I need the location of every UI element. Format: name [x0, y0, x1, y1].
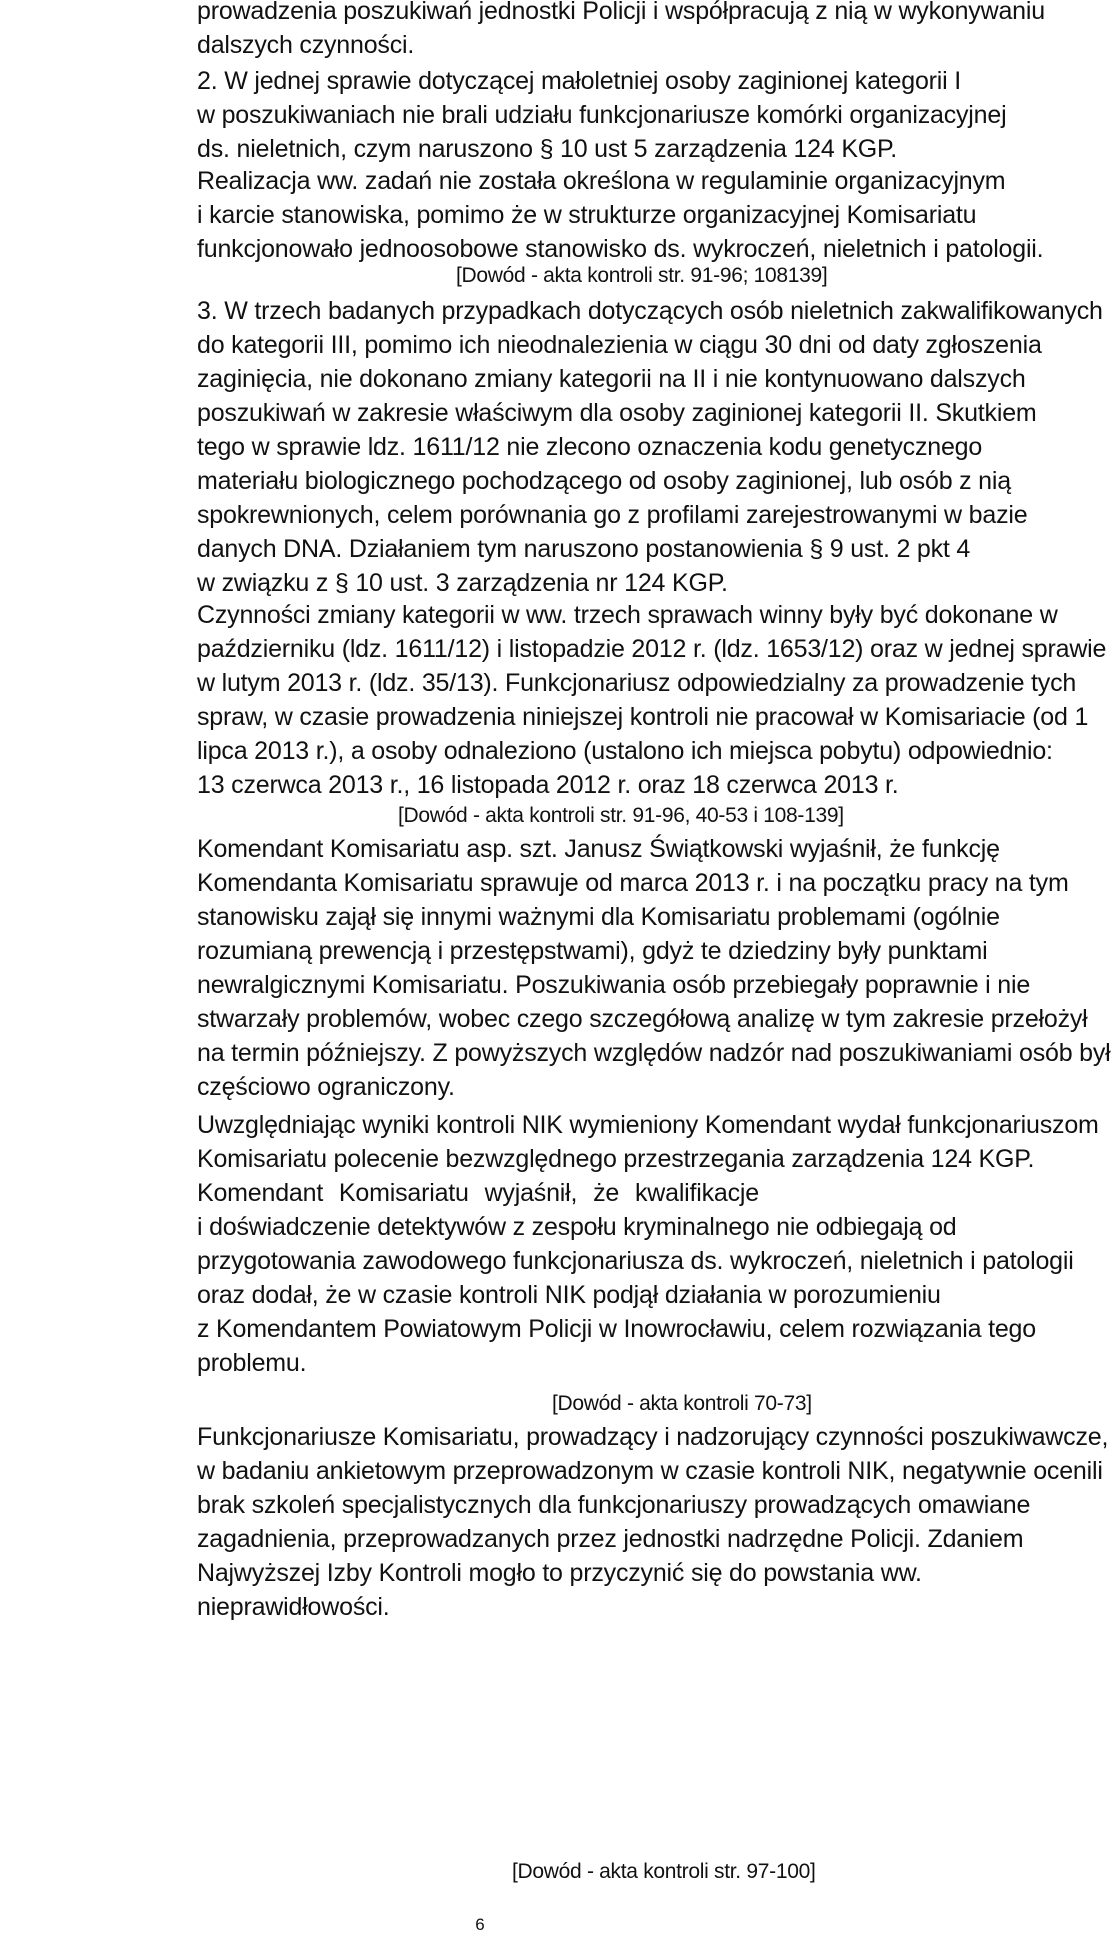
text-line: problemu.	[197, 1349, 307, 1377]
paragraph-intro	[197, 0, 1045, 62]
text-line: na termin późniejszy. Z powyższych względów nadzór nad poszukiwaniami osób był	[197, 1039, 1111, 1067]
text-line: Realizacja ww. zadań nie została określona w regulaminie organizacyjnym	[197, 167, 1006, 195]
text-line: w związku z § 10 ust. 3 zarządzenia nr 124 KGP.	[197, 569, 728, 597]
text-line: nieprawidłowości.	[197, 1593, 390, 1621]
text-line: Uwzględniając wyniki kontroli NIK wymieniony Komendant wydał funkcjonariuszom	[197, 1111, 1099, 1139]
text-line: rozumianą prewencją i przestępstwami), gdyż te dziedziny były punktami	[197, 937, 988, 965]
text-line: 13 czerwca 2013 r., 16 listopada 2012 r. oraz 18 czerwca 2013 r.	[197, 771, 899, 799]
text-line: przygotowania zawodowego funkcjonariusza ds. wykroczeń, nieletnich i patologii	[197, 1247, 1074, 1275]
paragraph-item-2	[197, 64, 1007, 166]
paragraph-item-3	[197, 294, 1103, 600]
text-line: Komendanta Komisariatu sprawuje od marca 2013 r. i na początku pracy na tym	[197, 869, 1069, 897]
text-line: Funkcjonariusze Komisariatu, prowadzący i nadzorujący czynności poszukiwawcze,	[197, 1423, 1109, 1451]
text-line: Komendant Komisariatu asp. szt. Janusz Świątkowski wyjaśnił, że funkcję	[197, 835, 1000, 863]
text-line: do kategorii III, pomimo ich nieodnalezienia w ciągu 30 dni od daty zgłoszenia	[197, 331, 1042, 359]
text-line: październiku (ldz. 1611/12) i listopadzie 2012 r. (ldz. 1653/12) oraz w jednej sprawie	[197, 635, 1107, 663]
text-line: Komisariatu polecenie bezwzględnego przestrzegania zarządzenia 124 KGP.	[197, 1145, 1035, 1173]
text-line: tego w sprawie ldz. 1611/12 nie zlecono oznaczenia kodu genetycznego	[197, 433, 983, 461]
text-line: w badaniu ankietowym przeprowadzonym w czasie kontroli NIK, negatywnie ocenili	[197, 1457, 1103, 1485]
evidence-reference: [Dowód - akta kontroli str. 97-100]	[512, 1860, 816, 1883]
text-line: dalszych czynności.	[197, 31, 415, 59]
text-line: 2. W jednej sprawie dotyczącej małoletniej osoby zaginionej kategorii I	[197, 67, 961, 95]
paragraph-czynnosci	[197, 598, 1107, 802]
text-line: lipca 2013 r.), a osoby odnaleziono (ustalono ich miejsca pobytu) odpowiednio:	[197, 737, 1053, 765]
paragraph-uwzgledniajac	[197, 1108, 1099, 1380]
text-line: w lutym 2013 r. (ldz. 35/13). Funkcjonariusz odpowiedzialny za prowadzenie tych	[197, 669, 1077, 697]
text-line: funkcjonowało jednoosobowe stanowisko ds. wykroczeń, nieletnich i patologii.	[197, 235, 1044, 263]
text-line: prowadzenia poszukiwań jednostki Policji i współpracują z nią w wykonywaniu	[197, 0, 1045, 25]
text-line: spokrewnionych, celem porównania go z profilami zarejestrowanymi w bazie	[197, 501, 1028, 529]
evidence-reference: [Dowód - akta kontroli str. 91-96, 40-53 i 108-139]	[398, 804, 844, 827]
text-line: newralgicznymi Komisariatu. Poszukiwania osób przebiegały poprawnie i nie	[197, 971, 1031, 999]
text-line: materiału biologicznego pochodzącego od osoby zaginionej, lub osób z nią	[197, 467, 1011, 495]
evidence-reference: [Dowód - akta kontroli 70-73]	[552, 1392, 812, 1415]
text-line: danych DNA. Działaniem tym naruszono postanowienia § 9 ust. 2 pkt 4	[197, 535, 971, 563]
text-line: z Komendantem Powiatowym Policji w Inowrocławiu, celem rozwiązania tego	[197, 1315, 1036, 1343]
text-line: brak szkoleń specjalistycznych dla funkcjonariuszy prowadzących omawiane	[197, 1491, 1031, 1519]
text-line: 3. W trzech badanych przypadkach dotyczących osób nieletnich zakwalifikowanych	[197, 297, 1103, 325]
text-line: i doświadczenie detektywów z zespołu kryminalnego nie odbiegają od	[197, 1213, 957, 1241]
evidence-reference: [Dowód - akta kontroli str. 91-96; 108139]	[456, 264, 828, 287]
text-line: częściowo ograniczony.	[197, 1073, 455, 1101]
page-number: 6	[475, 1915, 485, 1934]
paragraph-komendant	[197, 832, 1111, 1104]
text-line: stwarzały problemów, wobec czego szczegółową analizę w tym zakresie przełożył	[197, 1005, 1088, 1033]
text-line: i karcie stanowiska, pomimo że w strukturze organizacyjnej Komisariatu	[197, 201, 977, 229]
text-line: zaginięcia, nie dokonano zmiany kategorii na II i nie kontynuowano dalszych	[197, 365, 1026, 393]
text-line: zagadnienia, przeprowadzanych przez jednostki nadrzędne Policji. Zdaniem	[197, 1525, 1024, 1553]
text-line: oraz dodał, że w czasie kontroli NIK podjął działania w porozumieniu	[197, 1281, 941, 1309]
paragraph-realizacja	[197, 164, 1044, 266]
text-line: Komendant Komisariatu wyjaśnił, że kwalifikacje	[197, 1179, 759, 1207]
text-line: Najwyższej Izby Kontroli mogło to przyczynić się do powstania ww.	[197, 1559, 922, 1587]
text-line: ds. nieletnich, czym naruszono § 10 ust 5 zarządzenia 124 KGP.	[197, 135, 898, 163]
text-line: poszukiwań w zakresie właściwym dla osoby zaginionej kategorii II. Skutkiem	[197, 399, 1037, 427]
paragraph-funkcjonariusze	[197, 1420, 1109, 1624]
text-line: w poszukiwaniach nie brali udziału funkcjonariusze komórki organizacyjnej	[197, 101, 1007, 129]
text-line: stanowisku zajął się innymi ważnymi dla Komisariatu problemami (ogólnie	[197, 903, 1000, 931]
text-line: spraw, w czasie prowadzenia niniejszej kontroli nie pracował w Komisariacie (od 1	[197, 703, 1089, 731]
text-line: Czynności zmiany kategorii w ww. trzech sprawach winny były być dokonane w	[197, 601, 1058, 629]
